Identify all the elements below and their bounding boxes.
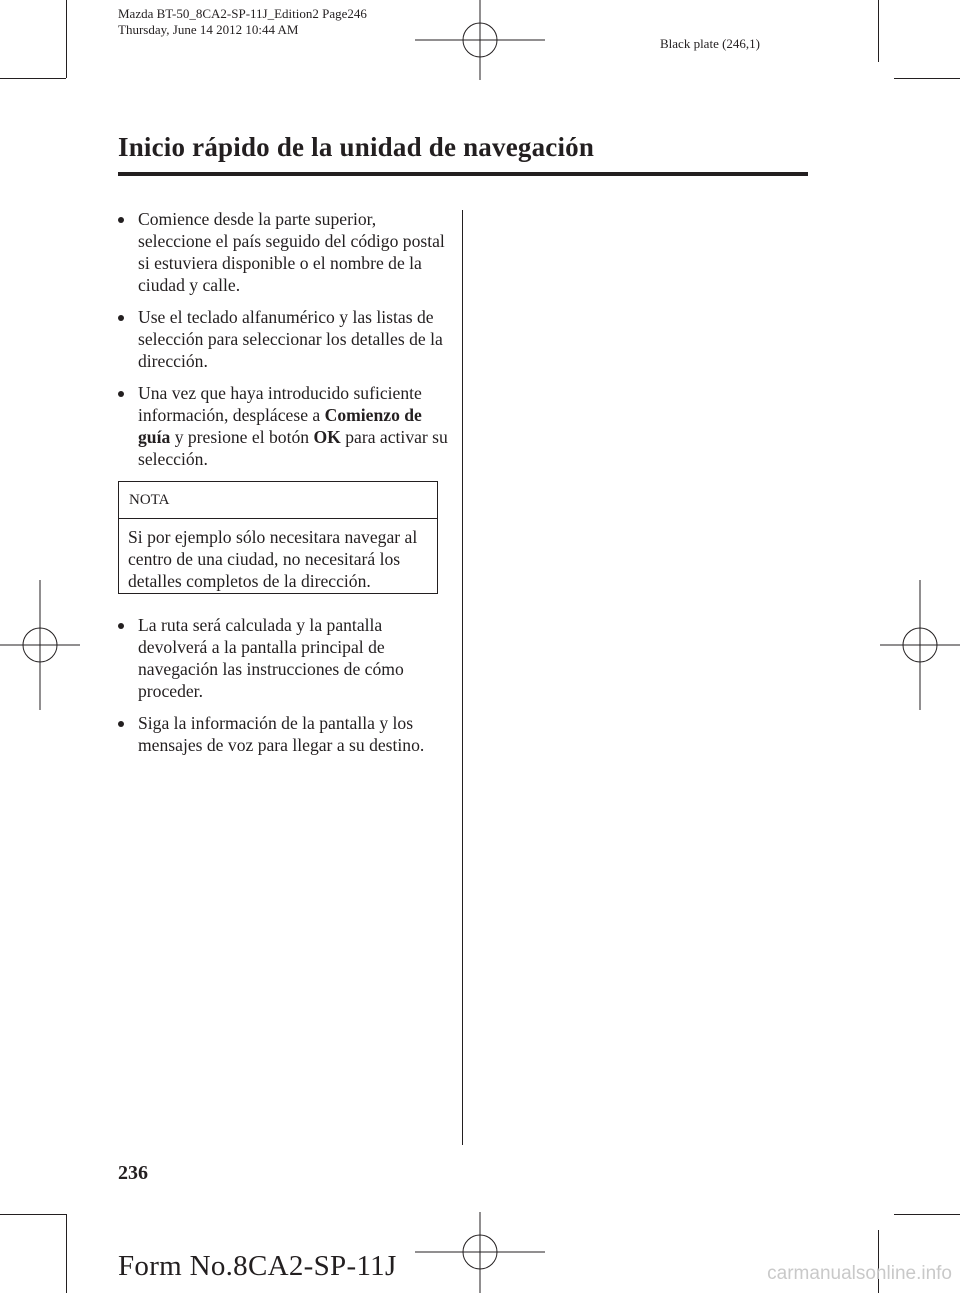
- bullet-list-bottom: [118, 614, 448, 766]
- bold-term-ok: OK: [313, 427, 341, 447]
- list-item: [118, 712, 448, 756]
- bullet-dot-icon: [118, 721, 124, 727]
- note-heading: NOTA: [129, 492, 170, 508]
- list-item-text: La ruta será calculada y la pantalla devolverá a la pantalla principal de navegación las instrucciones de cómo proceder.: [138, 615, 404, 701]
- list-item: [118, 306, 448, 372]
- list-item-text: Comience desde la parte superior, seleccione el país seguido del código postal si estuviera disponible o el nombre de la ciudad y calle.: [138, 209, 445, 295]
- watermark: carmanualsonline.info: [767, 1263, 952, 1284]
- title-rule: [118, 172, 808, 176]
- registration-mark-left-icon: [0, 580, 80, 710]
- print-info-line2: Thursday, June 14 2012 10:44 AM: [118, 22, 299, 37]
- bullet-dot-icon: [118, 315, 124, 321]
- print-info-line1: Mazda BT-50_8CA2-SP-11J_Edition2 Page246: [118, 6, 367, 21]
- bullet-dot-icon: [118, 391, 124, 397]
- registration-mark-top-icon: [415, 0, 545, 80]
- registration-mark-right-icon: [880, 580, 960, 710]
- list-item-text: Siga la información de la pantalla y los mensajes de voz para llegar a su destino.: [138, 713, 425, 755]
- list-item: [118, 208, 448, 296]
- list-item-text: Una vez que haya introducido suficiente información, desplácese a: [138, 383, 422, 425]
- note-body: Si por ejemplo sólo necesitara navegar al centro de una ciudad, no necesitará los detalles completos de la dirección.: [128, 527, 418, 591]
- bullet-dot-icon: [118, 217, 124, 223]
- registration-mark-bottom-icon: [415, 1212, 545, 1293]
- note-separator: [119, 518, 437, 519]
- list-item-text: y presione el botón: [174, 427, 310, 447]
- list-item-text: Use el teclado alfanumérico y las listas de selección para seleccionar los detalles de la dirección.: [138, 307, 443, 371]
- list-item: [118, 382, 448, 470]
- bullet-list-top: [118, 208, 448, 480]
- page-number: 236: [118, 1162, 148, 1184]
- plate-label: Black plate (246,1): [660, 36, 760, 51]
- column-divider: [462, 210, 463, 1145]
- bold-term-comienzo: Comienzo de guía: [138, 405, 422, 447]
- list-item-text: para activar su selección.: [138, 427, 448, 469]
- form-number: Form No.8CA2-SP-11J: [118, 1250, 397, 1282]
- list-item: [118, 614, 448, 702]
- section-title: Inicio rápido de la unidad de navegación: [118, 132, 595, 162]
- bullet-dot-icon: [118, 623, 124, 629]
- print-info: [118, 6, 367, 38]
- note-box: [118, 481, 438, 594]
